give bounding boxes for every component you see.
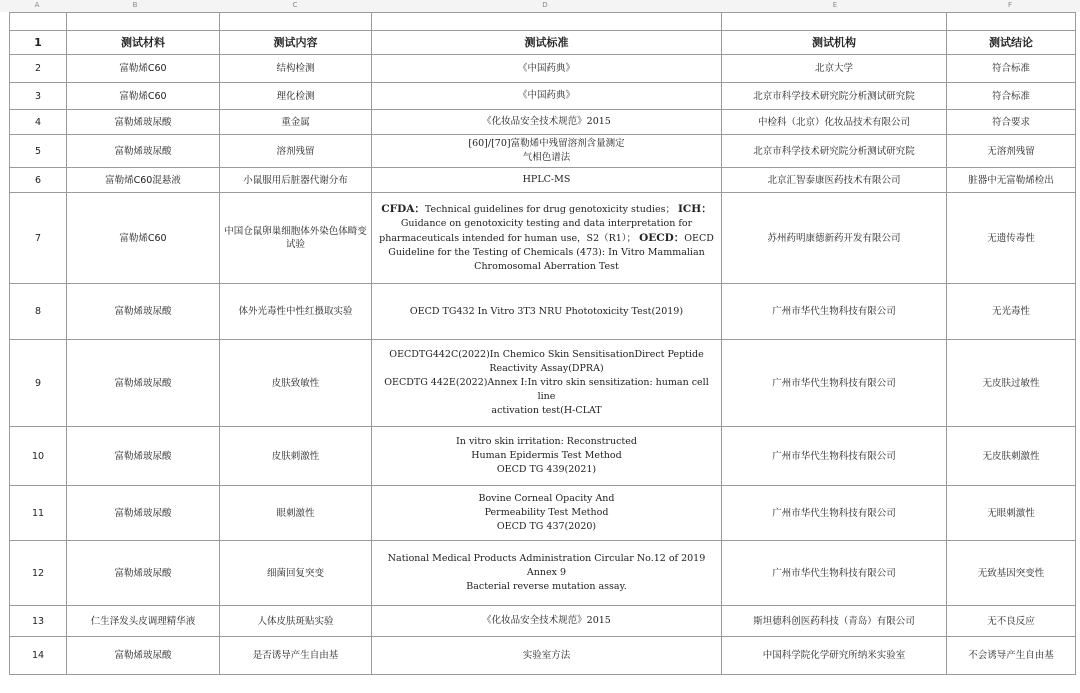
empty-cell[interactable] (220, 13, 372, 31)
institution-cell[interactable]: 北京汇智泰康医药技术有限公司 (722, 168, 947, 193)
conclusion-cell[interactable]: 无眼刺激性 (947, 486, 1076, 541)
institution-cell[interactable]: 中检科（北京）化妆品技术有限公司 (722, 110, 947, 135)
standard-line: OECD TG432 In Vitro 3T3 NRU Phototoxicity Test(2019) (409, 305, 684, 317)
column-letter[interactable]: D (542, 1, 548, 9)
content-cell[interactable]: 眼刺激性 (220, 486, 372, 541)
conclusion-cell[interactable]: 无遗传毒性 (947, 193, 1076, 284)
standard-line: activation test(H-CLAT (491, 405, 602, 416)
conclusion-cell[interactable]: 不会诱导产生自由基 (947, 637, 1076, 675)
standard-line: In vitro skin irritation: Reconstructed (456, 436, 637, 447)
standard-line: Permeability Test Method (484, 507, 609, 518)
institution-cell[interactable]: 广州市华代生物科技有限公司 (722, 427, 947, 486)
institution-cell[interactable]: 中国科学院化学研究所纳米实验室 (722, 637, 947, 675)
row-number[interactable]: 5 (10, 135, 67, 168)
material-cell[interactable]: 富勒烯玻尿酸 (67, 135, 220, 168)
standard-cell[interactable] (372, 606, 722, 637)
conclusion-cell[interactable]: 无不良反应 (947, 606, 1076, 637)
institution-cell[interactable]: 北京市科学技术研究院分析测试研究院 (722, 83, 947, 110)
header-conclusion[interactable]: 测试结论 (947, 31, 1076, 55)
empty-cell[interactable] (10, 13, 67, 31)
row-number[interactable]: 12 (10, 541, 67, 606)
conclusion-cell[interactable]: 无皮肤刺激性 (947, 427, 1076, 486)
row-number[interactable]: 9 (10, 340, 67, 427)
standard-line: 气相色谱法 (522, 152, 571, 163)
material-cell[interactable]: 富勒烯玻尿酸 (67, 637, 220, 675)
institution-cell[interactable]: 苏州药明康德新药开发有限公司 (722, 193, 947, 284)
table-row (10, 427, 1076, 486)
table-row (10, 606, 1076, 637)
empty-cell[interactable] (372, 13, 722, 31)
table-row (10, 340, 1076, 427)
institution-cell[interactable]: 斯坦德科创医药科技（青岛）有限公司 (722, 606, 947, 637)
standard-line: OECDTG 442E(2022)Annex I:In vitro skin sensitization: human cell line (384, 377, 709, 402)
row-number[interactable]: 1 (10, 31, 67, 55)
header-standard[interactable]: 测试标准 (372, 31, 722, 55)
conclusion-cell[interactable]: 符合标准 (947, 83, 1076, 110)
table-row (10, 486, 1076, 541)
standard-cell[interactable] (372, 427, 722, 486)
material-cell[interactable]: 富勒烯C60 (67, 83, 220, 110)
standard-org-label: CFDA： (381, 203, 425, 215)
material-cell[interactable]: 富勒烯玻尿酸 (67, 486, 220, 541)
conclusion-cell[interactable]: 无溶剂残留 (947, 135, 1076, 168)
material-cell[interactable]: 富勒烯C60 (67, 55, 220, 83)
standard-cell[interactable] (372, 110, 722, 135)
standard-org-label: OECD： (639, 232, 685, 244)
content-cell[interactable]: 人体皮肤斑贴实验 (220, 606, 372, 637)
row-number[interactable]: 4 (10, 110, 67, 135)
standard-line: OECD TG 437(2020) (496, 521, 597, 532)
conclusion-cell[interactable]: 无光毒性 (947, 284, 1076, 340)
row-number[interactable]: 14 (10, 637, 67, 675)
row-number[interactable]: 3 (10, 83, 67, 110)
content-cell[interactable]: 皮肤刺激性 (220, 427, 372, 486)
institution-cell[interactable]: 广州市华代生物科技有限公司 (722, 541, 947, 606)
standard-text: Technical guidelines for drug genotoxicity studies； (424, 204, 678, 215)
table-row (10, 637, 1076, 675)
standard-cell[interactable] (372, 55, 722, 83)
standard-line: OECD TG 439(2021) (496, 464, 597, 475)
content-cell[interactable]: 细菌回复突变 (220, 541, 372, 606)
conclusion-cell[interactable]: 脏器中无富勒烯检出 (947, 168, 1076, 193)
column-letter[interactable]: F (1007, 1, 1013, 9)
content-cell[interactable]: 溶剂残留 (220, 135, 372, 168)
row-number[interactable]: 8 (10, 284, 67, 340)
column-letter-bar (0, 0, 1080, 12)
data-table (9, 12, 1076, 675)
standard-cell[interactable] (372, 637, 722, 675)
material-cell[interactable]: 富勒烯玻尿酸 (67, 110, 220, 135)
content-cell[interactable]: 中国仓鼠卵巢细胞体外染色体畸变试验 (220, 193, 372, 284)
standard-cell[interactable] (372, 486, 722, 541)
row-number[interactable]: 10 (10, 427, 67, 486)
standard-cell[interactable] (372, 284, 722, 340)
standard-line: Bacterial reverse mutation assay. (466, 581, 627, 592)
institution-cell[interactable]: 北京市科学技术研究院分析测试研究院 (722, 135, 947, 168)
institution-cell[interactable]: 广州市华代生物科技有限公司 (722, 284, 947, 340)
content-cell[interactable]: 结构检测 (220, 55, 372, 83)
standard-org-label: ICH： (678, 203, 712, 215)
standard-line: [60]/[70]富勒烯中残留溶剂含量测定 (468, 138, 625, 149)
conclusion-cell[interactable]: 符合标准 (947, 55, 1076, 83)
material-cell[interactable]: 富勒烯玻尿酸 (67, 427, 220, 486)
standard-line: 《中国药典》 (517, 62, 575, 74)
column-letter[interactable]: A (34, 1, 40, 9)
material-cell[interactable]: 富勒烯C60 (67, 193, 220, 284)
standard-cell[interactable] (372, 168, 722, 193)
standard-line: 《中国药典》 (517, 90, 575, 101)
standard-line: 《化妆品安全技术规范》2015 (482, 116, 611, 127)
standard-line: Bovine Corneal Opacity And (478, 493, 615, 504)
institution-cell[interactable]: 北京大学 (722, 55, 947, 83)
row-number[interactable]: 7 (10, 193, 67, 284)
standard-text: Guidance on genotoxicity testing and data interpretation for pharmaceuticals intended for human use，S2（R1）； (379, 218, 693, 244)
table-row (10, 284, 1076, 340)
header-material[interactable]: 测试材料 (67, 31, 220, 55)
standard-line: National Medical Products Administration Circular No.12 of 2019 Annex 9 (387, 553, 706, 578)
header-row (10, 31, 1076, 55)
material-cell[interactable]: 富勒烯玻尿酸 (67, 340, 220, 427)
conclusion-cell[interactable]: 符合要求 (947, 110, 1076, 135)
empty-cell[interactable] (722, 13, 947, 31)
content-cell[interactable]: 小鼠服用后脏器代谢分布 (220, 168, 372, 193)
institution-cell[interactable]: 广州市华代生物科技有限公司 (722, 340, 947, 427)
column-letter[interactable]: E (832, 1, 838, 9)
table-row (10, 541, 1076, 606)
content-cell[interactable]: 体外光毒性中性红摄取实验 (220, 284, 372, 340)
standard-line: Human Epidermis Test Method (471, 450, 622, 461)
table-row (10, 83, 1076, 110)
content-cell[interactable]: 理化检测 (220, 83, 372, 110)
empty-cell[interactable] (947, 13, 1076, 31)
empty-cell[interactable] (67, 13, 220, 31)
content-cell[interactable]: 是否诱导产生自由基 (220, 637, 372, 675)
material-cell[interactable]: 仁生泽发头皮调理精华液 (67, 606, 220, 637)
standard-cell[interactable] (372, 541, 722, 606)
spacer-row (10, 13, 1076, 31)
row-number[interactable]: 11 (10, 486, 67, 541)
row-number[interactable]: 2 (10, 55, 67, 83)
standard-line: 实验室方法 (522, 649, 571, 661)
material-cell[interactable]: 富勒烯玻尿酸 (67, 541, 220, 606)
standard-line: Reactivity Assay(DPRA) (489, 363, 604, 374)
content-cell[interactable]: 皮肤致敏性 (220, 340, 372, 427)
header-institution[interactable]: 测试机构 (722, 31, 947, 55)
standard-text: OECD Guideline for the Testing of Chemicals (473): In Vitro Mammalian Chromosomal Aberration Test (388, 233, 714, 272)
conclusion-cell[interactable]: 无皮肤过敏性 (947, 340, 1076, 427)
standard-line: OECDTG442C(2022)In Chemico Skin SensitisationDirect Peptide (389, 349, 704, 360)
row-number[interactable]: 6 (10, 168, 67, 193)
content-cell[interactable]: 重金属 (220, 110, 372, 135)
table-row (10, 193, 1076, 284)
standard-cell[interactable] (372, 193, 722, 284)
material-cell[interactable]: 富勒烯玻尿酸 (67, 284, 220, 340)
standard-line: 《化妆品安全技术规范》2015 (482, 615, 611, 626)
standard-cell[interactable] (372, 135, 722, 168)
column-letter[interactable]: C (292, 1, 298, 9)
standard-line: HPLC-MS (522, 174, 571, 185)
table-row (10, 135, 1076, 168)
header-content[interactable]: 测试内容 (220, 31, 372, 55)
row-number[interactable]: 13 (10, 606, 67, 637)
institution-cell[interactable]: 广州市华代生物科技有限公司 (722, 486, 947, 541)
material-cell[interactable]: 富勒烯C60混悬液 (67, 168, 220, 193)
column-letter[interactable]: B (132, 1, 138, 9)
table-row (10, 55, 1076, 83)
table-row (10, 168, 1076, 193)
standard-cell[interactable] (372, 83, 722, 110)
conclusion-cell[interactable]: 无致基因突变性 (947, 541, 1076, 606)
standard-cell[interactable] (372, 340, 722, 427)
table-row (10, 110, 1076, 135)
